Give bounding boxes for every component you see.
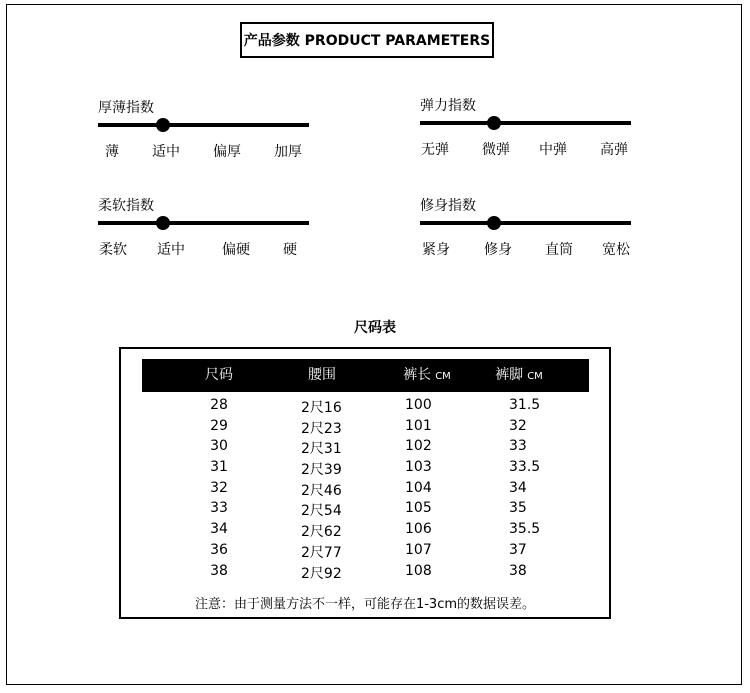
fit-index-options: [420, 239, 631, 257]
size-chart-table: [119, 347, 611, 619]
table-row: [121, 563, 609, 584]
unit-label: CM: [435, 371, 451, 382]
softness-index-label: 柔软指数: [98, 198, 154, 214]
column-header-length: 裤长 CM: [403, 367, 451, 383]
fit-index-track: [420, 221, 631, 225]
cell-waist: 2尺31: [301, 441, 342, 458]
thickness-index-label: 厚薄指数: [98, 100, 154, 116]
thickness-index-marker: [156, 118, 170, 132]
softness-index-track: [98, 221, 309, 225]
cell-hem: 33.5: [509, 459, 541, 476]
cell-size: 38: [210, 562, 228, 579]
thickness-index-options: [98, 141, 309, 159]
cell-waist: 2尺54: [301, 503, 342, 520]
table-row: [121, 500, 609, 521]
fit-index-label: 修身指数: [420, 198, 476, 214]
unit-label: CM: [527, 371, 543, 382]
cell-waist: 2尺92: [301, 565, 342, 582]
fit-option: 宽松: [602, 242, 630, 258]
fit-option: 直筒: [545, 242, 573, 258]
size-chart-heading: 尺码表: [354, 320, 396, 336]
column-header-hem: 裤脚 CM: [495, 367, 543, 383]
elasticity-option: 无弹: [421, 142, 449, 158]
cell-size: 36: [210, 541, 228, 558]
cell-hem: 37: [509, 541, 527, 558]
table-row: [121, 418, 609, 439]
softness-index-marker: [156, 216, 170, 230]
elasticity-index-track: [420, 121, 631, 125]
cell-hem: 35: [509, 500, 527, 517]
softness-option: 适中: [157, 242, 185, 258]
thickness-option: 薄: [105, 144, 119, 160]
cell-hem: 35.5: [509, 521, 541, 538]
cell-waist: 2尺16: [301, 400, 342, 416]
fit-index-marker: [487, 216, 501, 230]
thickness-option: 偏厚: [213, 144, 241, 160]
thickness-option: 加厚: [274, 144, 302, 160]
softness-option: 偏硬: [222, 242, 250, 258]
fit-option: 修身: [484, 242, 512, 258]
cell-waist: 2尺77: [301, 544, 342, 561]
cell-length: 103: [405, 459, 432, 476]
elasticity-option: 微弹: [482, 142, 510, 158]
cell-hem: 31.5: [509, 397, 541, 413]
column-header-size: 尺码: [205, 367, 233, 383]
table-row: [121, 397, 609, 418]
cell-length: 102: [405, 438, 432, 455]
cell-waist: 2尺39: [301, 462, 342, 479]
thickness-index-track: [98, 123, 309, 127]
cell-hem: 34: [509, 479, 527, 496]
cell-hem: 38: [509, 562, 527, 579]
column-header-waist: 腰围: [308, 367, 336, 383]
softness-option: 硬: [283, 242, 297, 258]
table-row: [121, 459, 609, 480]
product-parameters-title: 产品参数 PRODUCT PARAMETERS: [240, 22, 494, 58]
table-row: [121, 542, 609, 563]
cell-length: 108: [405, 562, 432, 579]
cell-length: 101: [405, 417, 432, 434]
cell-waist: 2尺46: [301, 482, 342, 499]
cell-size: 32: [210, 479, 228, 496]
cell-hem: 33: [509, 438, 527, 455]
table-row: [121, 438, 609, 459]
softness-index-options: [98, 239, 309, 257]
cell-size: 33: [210, 500, 228, 517]
fit-option: 紧身: [422, 242, 450, 258]
cell-waist: 2尺62: [301, 524, 342, 541]
softness-option: 柔软: [99, 242, 127, 258]
cell-length: 100: [405, 397, 432, 413]
cell-length: 104: [405, 479, 432, 496]
table-row: [121, 480, 609, 501]
cell-size: 34: [210, 521, 228, 538]
measurement-note: 注意：由于测量方法不一样，可能存在1-3cm的数据误差。: [194, 597, 536, 612]
table-row: [121, 521, 609, 542]
size-chart-rows: [121, 397, 609, 583]
cell-hem: 32: [509, 417, 527, 434]
cell-size: 28: [210, 397, 228, 413]
elasticity-option: 高弹: [600, 142, 628, 158]
cell-length: 105: [405, 500, 432, 517]
cell-length: 106: [405, 521, 432, 538]
cell-size: 30: [210, 438, 228, 455]
size-chart-header: [142, 359, 589, 392]
elasticity-index-marker: [487, 116, 501, 130]
elasticity-index-options: [420, 139, 631, 157]
elasticity-option: 中弹: [539, 142, 567, 158]
cell-length: 107: [405, 541, 432, 558]
thickness-option: 适中: [152, 144, 180, 160]
elasticity-index-label: 弹力指数: [420, 98, 476, 114]
cell-size: 31: [210, 459, 228, 476]
cell-size: 29: [210, 417, 228, 434]
cell-waist: 2尺23: [301, 420, 342, 437]
